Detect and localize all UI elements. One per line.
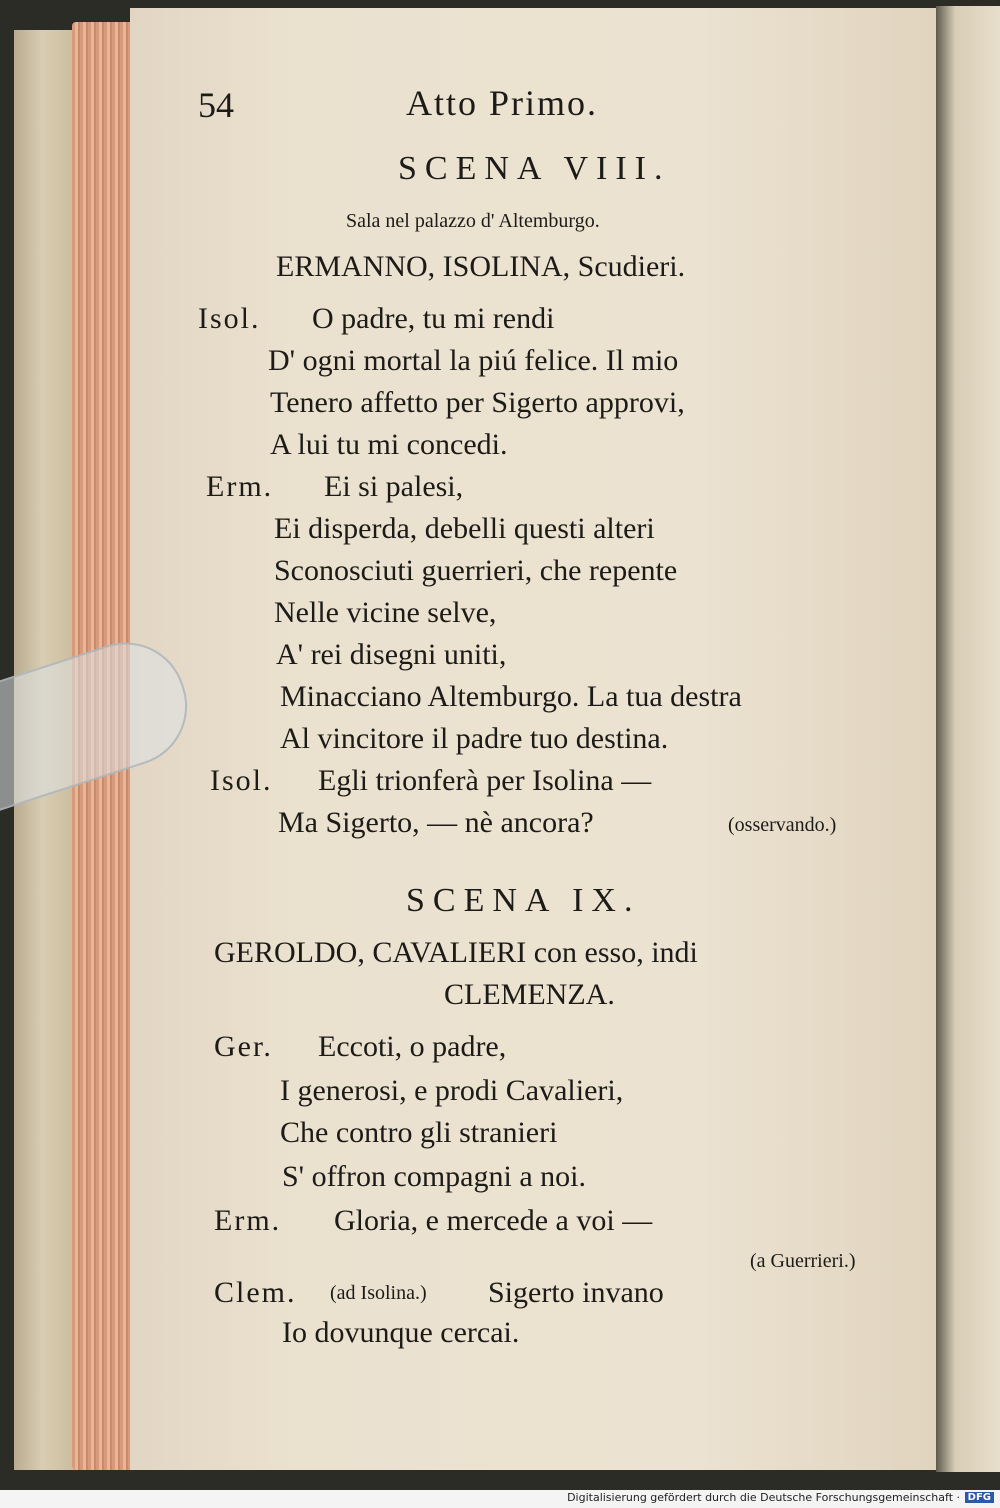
verse-line: Ma Sigerto, — nè ancora? (278, 806, 594, 839)
stage-direction: (ad Isolina.) (330, 1282, 427, 1304)
stage-direction: (osservando.) (728, 814, 837, 836)
running-head: Atto Primo. (406, 83, 599, 123)
verse-line: I generosi, e prodi Cavalieri, (280, 1074, 624, 1107)
page-number: 54 (198, 85, 234, 125)
speaker-label: Isol. (198, 302, 261, 335)
verse-line: Io dovunque cercai. (282, 1316, 520, 1349)
scene-title: SCENA VIII. (398, 150, 671, 187)
verse-line: S' offron compagni a noi. (282, 1160, 586, 1193)
speaker-label: Erm. (214, 1204, 282, 1237)
verse-line: A' rei disegni uniti, (276, 638, 507, 671)
speaker-label: Erm. (206, 470, 274, 503)
funding-credit: Digitalisierung gefördert durch die Deutsche Forschungsgemeinschaft · (567, 1491, 960, 1504)
verse-line: Sigerto invano (488, 1276, 664, 1309)
speaker-label: Isol. (210, 764, 273, 797)
verse-line: Che contro gli stranieri (280, 1116, 558, 1149)
stage-direction: (a Guerrieri.) (750, 1250, 856, 1272)
verse-line: Minacciano Altemburgo. La tua destra (280, 680, 742, 713)
scene-cast: GEROLDO, CAVALIERI con esso, indi (214, 936, 698, 969)
scene-cast: ERMANNO, ISOLINA, Scudieri. (276, 250, 686, 283)
verse-line: O padre, tu mi rendi (312, 302, 555, 335)
footer-bar (0, 1490, 1000, 1508)
verse-line: D' ogni mortal la piú felice. Il mio (268, 344, 679, 377)
speaker-label: Ger. (214, 1030, 273, 1063)
verse-line: Tenero affetto per Sigerto approvi, (270, 386, 685, 419)
scene-cast: CLEMENZA. (444, 978, 615, 1011)
scene-title: SCENA IX. (406, 882, 641, 919)
verse-line: Ei si palesi, (324, 470, 464, 503)
verse-line: Nelle vicine selve, (274, 596, 497, 629)
verse-line: Egli trionferà per Isolina — (318, 764, 652, 797)
verse-line: Sconosciuti guerrieri, che repente (274, 554, 678, 587)
facing-page-edge (936, 6, 1000, 1472)
speaker-label: Clem. (214, 1276, 297, 1309)
verse-line: A lui tu mi concedi. (270, 428, 508, 461)
verse-line: Gloria, e mercede a voi — (334, 1204, 653, 1237)
verse-line: Al vincitore il padre tuo destina. (280, 722, 669, 755)
scene-setting: Sala nel palazzo d' Altemburgo. (346, 210, 600, 232)
verse-line: Ei disperda, debelli questi alteri (274, 512, 655, 545)
dfg-logo: DFG (965, 1492, 994, 1503)
verse-line: Eccoti, o padre, (318, 1030, 507, 1063)
